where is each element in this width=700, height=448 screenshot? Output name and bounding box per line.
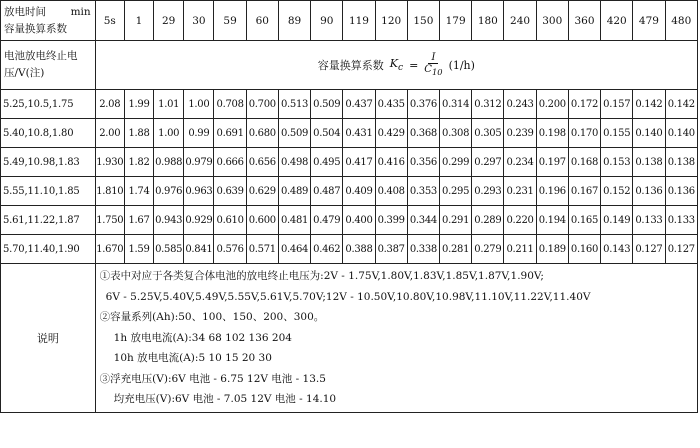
value-cell: 0.127 [665,235,697,264]
time-header: 59 [214,1,246,41]
value-cell: 1.750 [95,206,124,235]
value-cell: 0.489 [278,177,310,206]
value-cell: 0.979 [184,148,214,177]
value-cell: 0.281 [440,235,472,264]
time-header: 120 [375,1,407,41]
value-cell: 0.289 [472,206,504,235]
time-header: 300 [536,1,568,41]
value-cell: 0.462 [311,235,343,264]
value-cell: 0.509 [311,90,343,119]
notes-row [1,264,698,413]
table-row [1,177,698,206]
value-cell: 0.196 [536,177,568,206]
header-row [1,1,698,41]
time-header: 89 [278,1,310,41]
value-cell: 0.691 [214,119,246,148]
value-cell: 0.312 [472,90,504,119]
value-cell: 0.929 [184,206,214,235]
value-cell: 0.656 [246,148,278,177]
formula-fraction [424,52,442,78]
value-cell: 1.88 [124,119,153,148]
time-header: 1 [124,1,153,41]
time-header: 479 [633,1,665,41]
table-row [1,206,698,235]
value-cell: 0.610 [214,206,246,235]
value-cell: 0.487 [311,177,343,206]
value-cell: 0.297 [472,148,504,177]
value-cell: 0.498 [278,148,310,177]
voltage-cell: 5.49,10.98,1.83 [1,148,96,177]
value-cell: 0.155 [601,119,633,148]
time-header: 29 [154,1,184,41]
value-cell: 0.231 [504,177,536,206]
value-cell: 0.344 [407,206,439,235]
time-header: 30 [184,1,214,41]
value-cell: 0.168 [568,148,600,177]
value-cell: 0.353 [407,177,439,206]
value-cell: 0.387 [375,235,407,264]
time-header: 5s [95,1,124,41]
value-cell: 1.01 [154,90,184,119]
value-cell: 0.479 [311,206,343,235]
value-cell: 0.513 [278,90,310,119]
value-cell: 0.338 [407,235,439,264]
value-cell: 1.670 [95,235,124,264]
formula-denominator-subscript: 10 [431,67,443,77]
formula-subscript: c [397,62,404,74]
value-cell: 0.198 [536,119,568,148]
note-line: ③浮充电压(V):6V 电池 - 6.75 12V 电池 - 13.5 [99,372,326,385]
value-cell: 0.399 [375,206,407,235]
conversion-coefficient-label: 容量换算系数 [4,22,67,35]
table-row [1,90,698,119]
value-cell: 0.629 [246,177,278,206]
value-cell: 0.571 [246,235,278,264]
value-cell: 0.988 [154,148,184,177]
time-header: 90 [311,1,343,41]
time-header: 150 [407,1,439,41]
value-cell: 0.841 [184,235,214,264]
value-cell: 0.356 [407,148,439,177]
value-cell: 2.00 [95,119,124,148]
value-cell: 0.157 [601,90,633,119]
value-cell: 0.165 [568,206,600,235]
value-cell: 0.197 [536,148,568,177]
value-cell: 0.99 [184,119,214,148]
voltage-header: 电池放电终止电压/V(注) [1,41,96,90]
value-cell: 0.127 [633,235,665,264]
value-cell: 0.509 [278,119,310,148]
value-cell: 0.279 [472,235,504,264]
value-cell: 0.504 [311,119,343,148]
value-cell: 0.149 [601,206,633,235]
time-header: 60 [246,1,278,41]
time-header: 119 [343,1,375,41]
time-header: 480 [665,1,697,41]
value-cell: 0.194 [536,206,568,235]
note-line: 6V - 5.25V,5.40V,5.49V,5.55V,5.61V,5.70V;12V - 10.50V,10.80V,10.98V,11.10V,11.22V,11.40V [105,290,591,303]
value-cell: 1.930 [95,148,124,177]
value-cell: 0.160 [568,235,600,264]
corner-header [1,1,96,41]
value-cell: 0.976 [154,177,184,206]
table-row [1,148,698,177]
value-cell: 0.138 [665,148,697,177]
formula-equals: = [409,58,419,72]
table-row [1,235,698,264]
value-cell: 0.708 [214,90,246,119]
note-line: 1h 放电电流(A):34 68 102 136 204 [113,331,292,344]
note-line: ①表中对应于各类复合体电池的放电终止电压为:2V - 1.75V,1.80V,1.83V,1.85V,1.87V,1.90V; [99,270,544,282]
value-cell: 0.136 [633,177,665,206]
value-cell: 0.133 [665,206,697,235]
value-cell: 0.388 [343,235,375,264]
formula-row [1,41,698,90]
value-cell: 0.495 [311,148,343,177]
value-cell: 0.293 [472,177,504,206]
voltage-cell: 5.55,11.10,1.85 [1,177,96,206]
time-header: 180 [472,1,504,41]
value-cell: 0.308 [440,119,472,148]
value-cell: 0.170 [568,119,600,148]
value-cell: 0.133 [633,206,665,235]
value-cell: 0.435 [375,90,407,119]
value-cell: 0.963 [184,177,214,206]
value-cell: 1.82 [124,148,153,177]
value-cell: 0.429 [375,119,407,148]
formula-label: 容量换算系数 [317,59,384,72]
value-cell: 0.431 [343,119,375,148]
value-cell: 0.140 [665,119,697,148]
value-cell: 0.416 [375,148,407,177]
value-cell: 0.167 [568,177,600,206]
value-cell: 1.810 [95,177,124,206]
value-cell: 0.408 [375,177,407,206]
notes-label: 说明 [1,264,96,413]
value-cell: 1.99 [124,90,153,119]
value-cell: 0.639 [214,177,246,206]
value-cell: 0.138 [633,148,665,177]
voltage-cell: 5.40,10.8,1.80 [1,119,96,148]
value-cell: 0.140 [633,119,665,148]
value-cell: 0.409 [343,177,375,206]
voltage-cell: 5.70,11.40,1.90 [1,235,96,264]
formula-unit: (1/h) [448,58,475,72]
value-cell: 0.368 [407,119,439,148]
time-header: 360 [568,1,600,41]
note-line: ②容量系列(Ah):50、100、150、200、300。 [99,311,325,323]
value-cell: 0.700 [246,90,278,119]
value-cell: 0.400 [343,206,375,235]
notes-cell [95,264,697,413]
value-cell: 0.143 [601,235,633,264]
formula-denominator: C [424,64,432,75]
value-cell: 0.299 [440,148,472,177]
formula-cell [95,41,697,90]
value-cell: 0.943 [154,206,184,235]
value-cell: 1.67 [124,206,153,235]
value-cell: 0.305 [472,119,504,148]
value-cell: 1.00 [184,90,214,119]
value-cell: 0.189 [536,235,568,264]
discharge-time-label: 放电时间 [4,5,46,18]
value-cell: 1.59 [124,235,153,264]
value-cell: 0.153 [601,148,633,177]
note-line: 均充电压(V):6V 电池 - 7.05 12V 电池 - 14.10 [113,393,337,405]
time-header: 240 [504,1,536,41]
value-cell: 0.680 [246,119,278,148]
formula-numerator: I [428,52,438,64]
value-cell: 0.291 [440,206,472,235]
value-cell: 1.74 [124,177,153,206]
value-cell: 0.142 [633,90,665,119]
value-cell: 0.172 [568,90,600,119]
value-cell: 0.666 [214,148,246,177]
value-cell: 0.200 [536,90,568,119]
value-cell: 0.314 [440,90,472,119]
value-cell: 0.239 [504,119,536,148]
time-unit-label: min [70,5,91,18]
voltage-cell: 5.25,10.5,1.75 [1,90,96,119]
value-cell: 0.585 [154,235,184,264]
value-cell: 0.417 [343,148,375,177]
value-cell: 0.437 [343,90,375,119]
value-cell: 0.464 [278,235,310,264]
table-row [1,119,698,148]
value-cell: 0.600 [246,206,278,235]
value-cell: 1.00 [154,119,184,148]
value-cell: 0.211 [504,235,536,264]
value-cell: 0.142 [665,90,697,119]
value-cell: 0.136 [665,177,697,206]
value-cell: 2.08 [95,90,124,119]
formula-symbol: K [389,56,398,70]
value-cell: 0.220 [504,206,536,235]
value-cell: 0.576 [214,235,246,264]
voltage-cell: 5.61,11.22,1.87 [1,206,96,235]
note-line: 10h 放电电流(A):5 10 15 20 30 [113,352,272,364]
value-cell: 0.481 [278,206,310,235]
value-cell: 0.376 [407,90,439,119]
time-header: 179 [440,1,472,41]
value-cell: 0.295 [440,177,472,206]
formula [318,52,475,78]
value-cell: 0.234 [504,148,536,177]
value-cell: 0.152 [601,177,633,206]
value-cell: 0.243 [504,90,536,119]
time-header: 420 [601,1,633,41]
